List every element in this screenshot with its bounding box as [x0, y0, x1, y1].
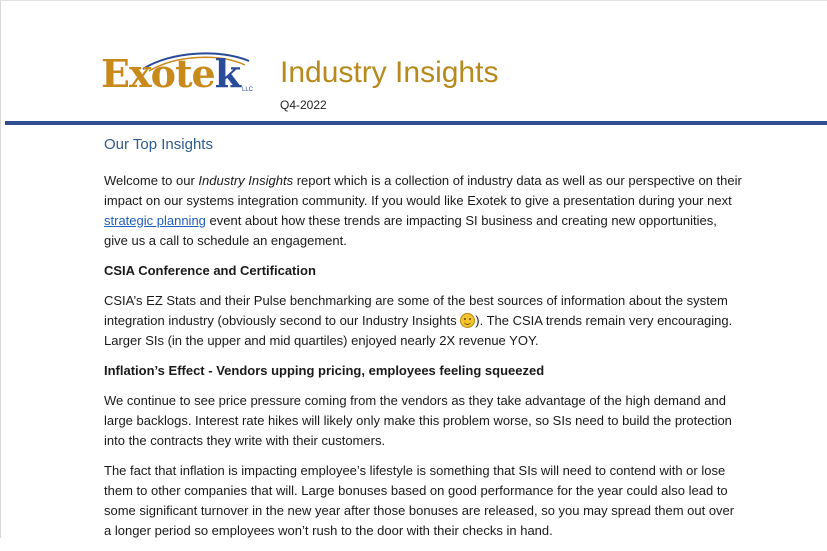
smiley-icon [460, 313, 475, 328]
section-title: Our Top Insights [104, 136, 213, 153]
document-subtitle: Q4-2022 [280, 98, 327, 112]
document-body [104, 171, 744, 551]
intro-text-3: event about how these trends are impacting SI business and creating new opportunities, give us a call to schedule an engagement. [104, 213, 717, 248]
csia-heading: CSIA Conference and Certification [104, 263, 316, 278]
intro-text-2: report which is a collection of industry data as well as our perspective on their impact on our systems integration community. If you would like Exotek to give a presentation during your next [104, 173, 742, 208]
csia-text-1: CSIA’s EZ Stats and their Pulse benchmarking are some of the best sources of information about the system integration industry (obviously second to our Industry Insights [104, 293, 728, 328]
intro-paragraph [104, 171, 744, 251]
logo-llc: LLC [242, 87, 254, 93]
inflation-heading: Inflation’s Effect - Vendors upping pricing, employees feeling squeezed [104, 363, 545, 378]
csia-paragraph [104, 291, 744, 351]
csia-text-2: ). The CSIA trends remain very encouraging. Larger SIs (in the upper and mid quartiles) enjoyed nearly 2X revenue YOY. [104, 313, 733, 348]
logo-text-main: Exote [101, 51, 215, 96]
intro-text-1: Welcome to our [104, 173, 199, 188]
strategic-planning-link[interactable]: strategic planning [104, 213, 206, 228]
exotek-logo [101, 49, 261, 111]
inflation-paragraph-1: We continue to see price pressure coming from the vendors as they take advantage of the high demand and large backlogs. Interest rate hikes will likely only make this problem worse, so SIs need to build the protection into the contracts they write with their customers. [104, 393, 732, 448]
inflation-paragraph-2: The fact that inflation is impacting employee’s lifestyle is something that SIs will need to contend with or lose them to other companies that will. Large bonuses based on good performance for the year could also lead to some significant turnover in the new year after those bonuses are released, so you may spread them out over a longer period so employees won’t rush to the door with their checks in hand. [104, 463, 735, 538]
header-divider [5, 121, 827, 125]
document-title: Industry Insights [280, 56, 499, 89]
intro-italic: Industry Insights [198, 173, 294, 188]
logo-text-accent: k [214, 51, 241, 96]
logo-wordmark [101, 51, 241, 96]
